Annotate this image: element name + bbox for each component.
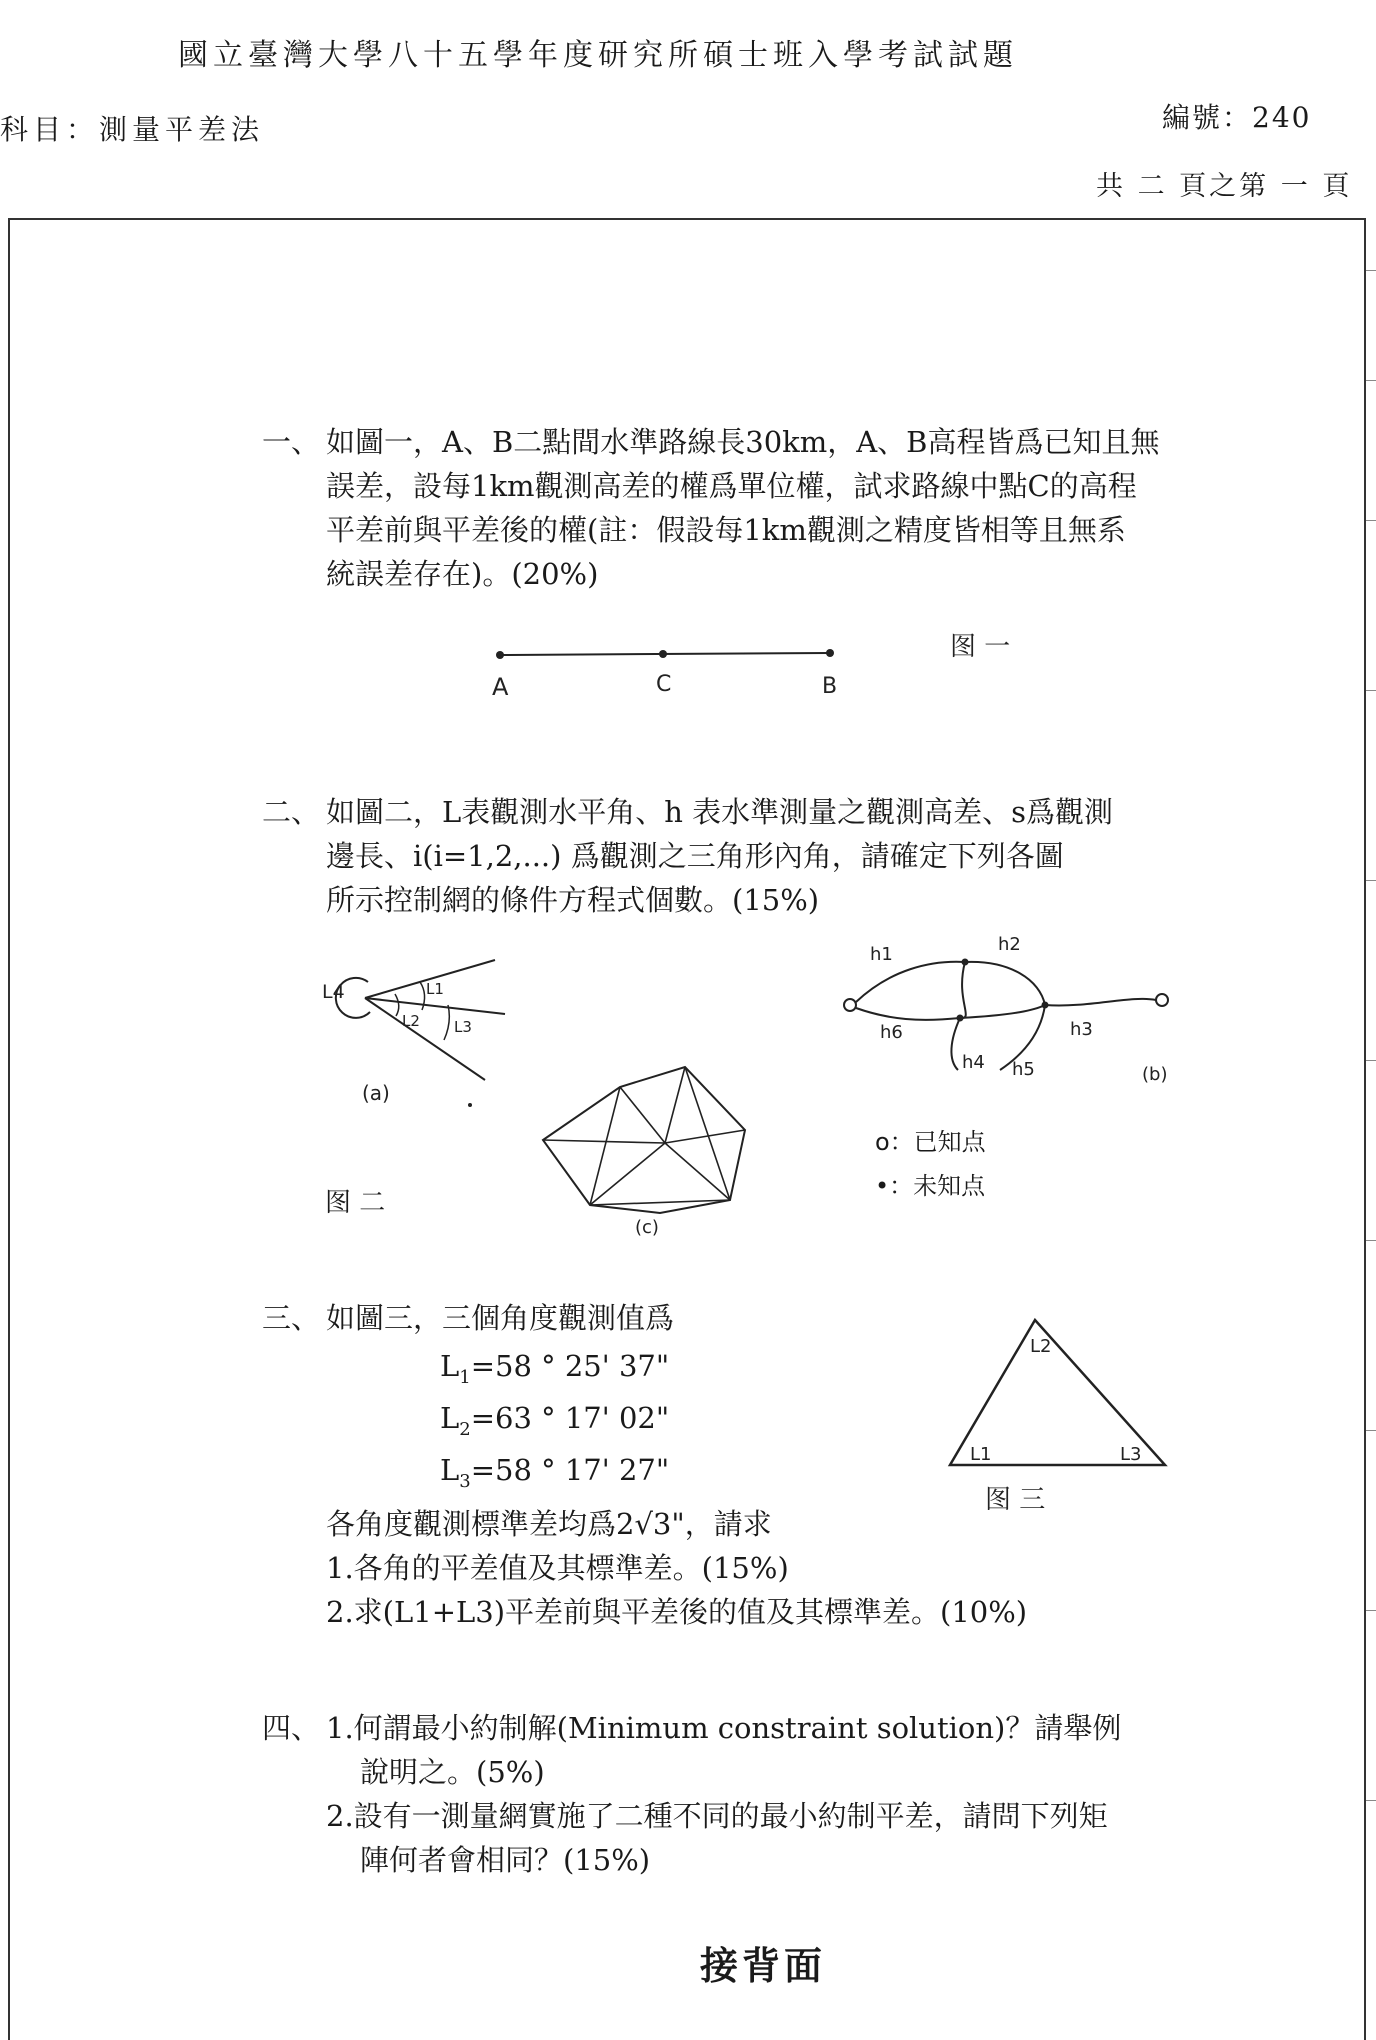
- label-l4: L4: [322, 981, 345, 1003]
- continue-overleaf: 接背面: [700, 1943, 827, 1988]
- label-l3: L3: [454, 1018, 472, 1036]
- label-l2: L2: [402, 1012, 420, 1030]
- q4-line-1: 1.何謂最小約制解(Minimum constraint solution)？請舉例: [326, 1711, 1122, 1745]
- q4-line-4: 陣何者會相同？(15%): [360, 1843, 651, 1877]
- figure-3: [940, 1310, 1180, 1510]
- angle-l2-label: L2: [1030, 1336, 1052, 1357]
- figure-2a: [310, 950, 530, 1120]
- angle-l3-label: L3: [1120, 1444, 1142, 1465]
- point-b-label: B: [822, 674, 838, 699]
- figure-1: [470, 625, 1030, 715]
- label-h2: h2: [998, 934, 1021, 955]
- figure-2c-label: (c): [635, 1217, 659, 1238]
- page-indicator: 共 二 頁之第 一 頁: [1096, 171, 1353, 202]
- q2-number: 二、: [262, 795, 321, 829]
- q2-line-3: 所示控制網的條件方程式個數。(15%): [326, 883, 820, 917]
- exam-code: 編號：240: [1162, 101, 1312, 134]
- point-c-label: C: [656, 672, 672, 697]
- q1-line-1: 如圖一，A、B二點間水準路線長30km，A、B高程皆爲已知且無: [326, 425, 1160, 459]
- label-h3: h3: [1070, 1019, 1093, 1040]
- figure-2b-label: (b): [1142, 1064, 1168, 1085]
- q4-number: 四、: [262, 1711, 321, 1745]
- q3-l2: $L_2=63$ ° 17' 02": [440, 1401, 670, 1440]
- label-h6: h6: [880, 1022, 903, 1043]
- q3-item-1: 1.各角的平差值及其標準差。(15%): [326, 1551, 789, 1585]
- figure-2-caption: 图 二: [325, 1188, 386, 1218]
- figure-2a-label: (a): [362, 1081, 390, 1105]
- q3-l1: $L_1=58$ ° 25' 37": [440, 1349, 670, 1388]
- legend-unknown-point: •：未知点: [875, 1172, 986, 1200]
- figure-1-caption: 图 一: [950, 632, 1011, 662]
- q4-line-2: 說明之。(5%): [360, 1755, 545, 1789]
- q1-line-3: 平差前與平差後的權(註：假設每1km觀測之精度皆相等且無系: [326, 513, 1126, 547]
- q1-line-2: 誤差，設每1km觀測高差的權爲單位權，試求路線中點C的高程: [326, 469, 1137, 503]
- angle-l1-label: L1: [970, 1444, 992, 1465]
- figure-3-caption: 图 三: [985, 1485, 1046, 1510]
- figure-2b: [830, 930, 1190, 1100]
- q3-number: 三、: [262, 1301, 321, 1335]
- label-h4: h4: [962, 1052, 985, 1073]
- q3-intro: 如圖三，三個角度觀測值爲: [326, 1301, 675, 1335]
- legend-known-point: o：已知点: [875, 1128, 986, 1156]
- q4-line-3: 2.設有一測量網實施了二種不同的最小約制平差，請問下列矩: [326, 1799, 1108, 1833]
- label-h5: h5: [1012, 1059, 1035, 1080]
- q3-std-dev: 各角度觀測標準差均爲2√3"，請求: [326, 1507, 772, 1541]
- subject-label: 科目：測量平差法: [0, 113, 265, 146]
- q3-l3: $L_3=58$ ° 17' 27": [440, 1453, 670, 1492]
- q1-number: 一、: [262, 425, 321, 459]
- label-h1: h1: [870, 944, 893, 965]
- q3-item-2: 2.求(L1+L3)平差前與平差後的值及其標準差。(10%): [326, 1595, 1028, 1629]
- q2-line-1: 如圖二，L表觀測水平角、h 表水準測量之觀測高差、s爲觀測: [326, 795, 1114, 829]
- label-l1: L1: [426, 980, 444, 998]
- q2-line-2: 邊長、i(i=1,2,...) 爲觀測之三角形內角，請確定下列各圖: [326, 839, 1064, 873]
- figure-2c: [535, 1045, 765, 1245]
- exam-title: 國立臺灣大學八十五學年度研究所碩士班入學考試試題: [178, 38, 1018, 73]
- q1-line-4: 統誤差存在)。(20%): [326, 557, 599, 591]
- point-a-label: A: [492, 673, 509, 701]
